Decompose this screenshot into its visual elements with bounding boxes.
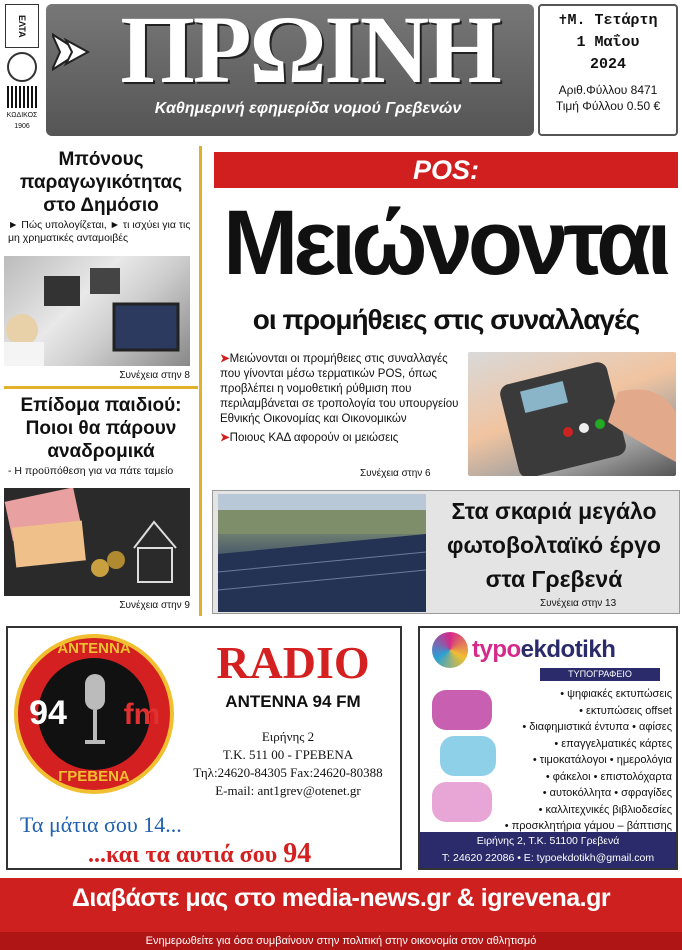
typo-footer — [420, 832, 676, 868]
newspaper-subtitle: Καθημερινή εφημερίδα νομού Γρεβενών — [154, 100, 462, 117]
radio-antenna-ad[interactable] — [6, 626, 402, 870]
masthead — [0, 0, 682, 140]
bullet-arrow-icon: ➤ — [220, 353, 230, 365]
typo-brand-2: ekdotikh — [520, 636, 616, 663]
story-bonus-title[interactable]: Μπόνους παραγωγικότητας στο Δημόσιο — [19, 149, 183, 216]
typo-service-item: • προσκλητήρια γάμου – βάπτισης — [504, 820, 672, 832]
typo-service-item: • εκτυπώσεις offset — [579, 704, 672, 717]
radio-subtitle: ANTENNA 94 FM — [225, 692, 361, 711]
radio-address2: Τ.Κ. 511 00 - ΓΡΕΒΕΝΑ — [222, 747, 354, 762]
story-child-benefit-title[interactable]: Επίδομα παιδιού: Ποιοι θα πάρουν αναδρομικά — [20, 395, 182, 462]
radio-logo-fm: fm — [123, 698, 161, 731]
typo-brand-tag: ΤΥΠΟΓΡΑΦΕΙΟ — [540, 668, 660, 681]
typo-address: Ειρήνης 2, Τ.Κ. 51100 Γρεβενά — [476, 835, 620, 847]
radio-slogan1: Τα μάτια σου 14... — [20, 812, 182, 837]
story-bonus-bullet: ► Πώς υπολογίζεται, ► τι ισχύει για τις μη χρηματικές ανταμοιβές — [8, 219, 191, 244]
main-story-continued[interactable]: Συνέχεια στην 6 — [360, 468, 431, 479]
typo-logo-icon — [432, 632, 468, 668]
story-child-benefit[interactable] — [4, 394, 198, 478]
date-date: 1 Μαΐου — [576, 34, 640, 51]
date-box — [538, 4, 678, 136]
main-subheadline[interactable]: οι προμήθειες στις συναλλαγές — [252, 304, 640, 335]
date-year: 2024 — [589, 56, 626, 73]
elta-badge: ΕΛΤΑ — [5, 4, 39, 48]
radio-logo-num: 94 — [29, 694, 67, 732]
solar-farm-photo[interactable] — [218, 494, 426, 612]
typo-services — [500, 686, 672, 835]
office-workers-photo[interactable] — [4, 256, 190, 366]
typo-service-item: • ψηφιακές εκτυπώσεις — [560, 688, 672, 700]
typo-service-item: • διαφημιστικά έντυπα • αφίσες — [522, 721, 672, 733]
typo-service-item: • καλλιτεχνικές βιβλιοδεσίες — [538, 803, 672, 816]
radio-slogan2-num: 94 — [283, 838, 312, 869]
typo-service-item: • τιμοκατάλογοι • ημερολόγια — [532, 754, 672, 766]
typo-contact[interactable]: Τ: 24620 22086 • E: typoekdotikh@gmail.com — [441, 852, 655, 864]
solar-story-continued[interactable]: Συνέχεια στην 13 — [540, 598, 617, 609]
radio-title: RADIO — [216, 637, 370, 688]
solar-illustration — [218, 494, 426, 612]
circle-logo-icon — [7, 52, 37, 82]
money-illustration — [4, 488, 190, 596]
radio-address1: Ειρήνης 2 — [261, 729, 315, 744]
bullet-arrow-icon: ➤ — [220, 432, 230, 444]
story-child-benefit-bullet: - Η προϋπόθεση για να πάτε ταμείο — [8, 465, 174, 477]
main-headline[interactable]: Μειώνονται — [223, 192, 667, 294]
left-divider — [4, 386, 198, 389]
barcode-icon — [7, 86, 37, 108]
column-divider — [199, 146, 202, 616]
issue-price: Τιμή Φύλλου 0.50 € — [555, 99, 661, 113]
radio-phone: Τηλ:24620-84305 Fax:24620-80388 — [193, 765, 383, 780]
pos-illustration — [468, 352, 676, 476]
main-story-bullet2: Ποιους ΚΑΔ αφορούν οι μειώσεις — [229, 432, 399, 444]
date-day: ✝Μ. Τετάρτη — [558, 12, 658, 29]
arrow-logo-icon — [52, 30, 92, 74]
story-child-benefit-continued[interactable]: Συνέχεια στην 9 — [119, 600, 190, 611]
microphone-icon — [82, 674, 108, 752]
typo-service-item: • φάκελοι • επιστολόχαρτα — [545, 770, 672, 783]
money-chalkboard-photo[interactable] — [4, 488, 190, 596]
code-label: ΚΩΔΙΚΟΣ — [6, 112, 38, 119]
typo-service-item: • επαγγελματικές κάρτες — [554, 737, 672, 750]
radio-logo-bottom: ΓΡΕΒΕΝΑ — [58, 768, 130, 785]
code-value: 1906 — [14, 123, 30, 130]
postal-badges — [2, 4, 42, 138]
typoekdotikh-ad[interactable] — [418, 626, 678, 870]
issue-number: Αριθ.Φύλλου 8471 — [558, 83, 658, 97]
radio-logo — [14, 634, 174, 794]
footer-websites[interactable]: Διαβάστε μας στο media-news.gr & igrevena.gr — [71, 884, 611, 912]
story-bonus-continued[interactable]: Συνέχεια στην 8 — [119, 370, 190, 381]
solar-story-title[interactable]: Στα σκαριά μεγάλο φωτοβολταϊκό έργο στα Γρεβενά — [447, 498, 661, 592]
radio-slogan2: ...και τα αυτιά σου — [88, 842, 278, 868]
typo-brand-1: typo — [472, 636, 521, 663]
newspaper-title: ΠΡΩΙΝΗ — [120, 0, 500, 103]
footer-tagline: Ενημερωθείτε για όσα συμβαίνουν στην πολιτική στην οικονομία στον αθλητισμό — [0, 932, 682, 950]
story-bonus[interactable] — [4, 148, 198, 245]
radio-logo-top: ΑΝΤΕΝΝΑ — [57, 640, 131, 657]
main-story-text: Μειώνονται οι προμήθειες στις συναλλαγές που γίνονται μέσω τερματικών POS, όπως προβλέπει η νομοθετική ρύθμιση που περιλαμβάνεται σε τροπολογία του υπουργείου Εθνικής Οικονομίας και Οικονομικών — [220, 353, 459, 425]
radio-contact — [178, 728, 398, 800]
pos-terminal-photo[interactable] — [468, 352, 676, 476]
main-story-kicker: POS: — [214, 152, 678, 188]
radio-email[interactable]: E-mail: ant1grev@otenet.gr — [215, 783, 361, 798]
paper-rolls-icon — [426, 680, 506, 830]
typo-service-item: • αυτοκόλλητα • σφραγίδες — [542, 787, 672, 799]
main-story-body — [220, 352, 466, 446]
office-illustration — [4, 256, 190, 366]
